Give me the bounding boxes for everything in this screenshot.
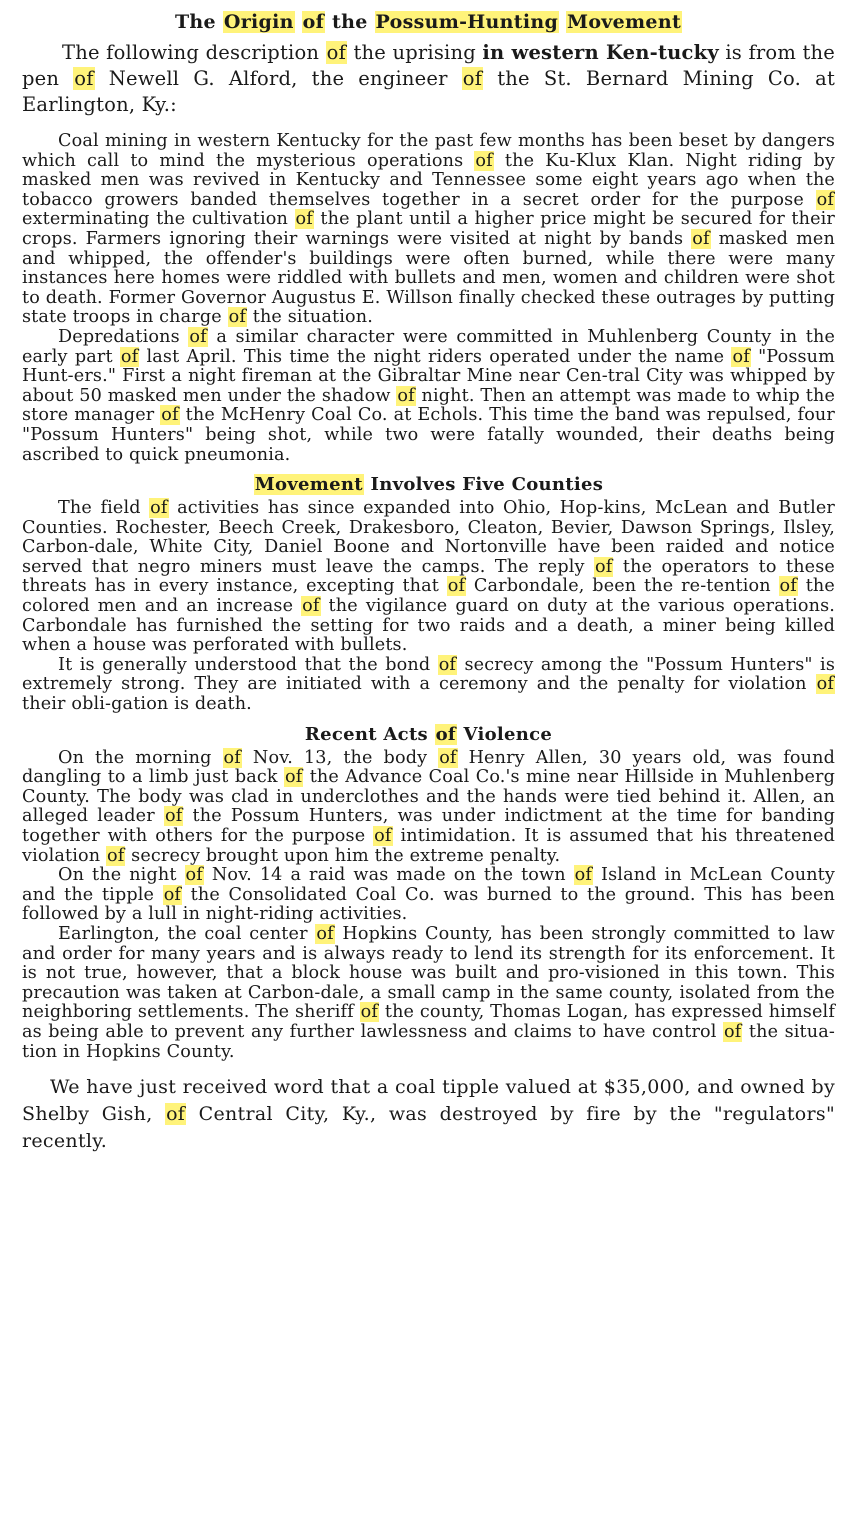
highlighted-word: of bbox=[692, 228, 710, 249]
highlighted-word: of bbox=[185, 865, 203, 886]
highlighted-word: of bbox=[228, 307, 246, 328]
highlighted-word: of bbox=[360, 1002, 379, 1023]
highlighted-word: of bbox=[295, 209, 313, 230]
highlighted-word: Origin bbox=[223, 11, 294, 33]
highlighted-word: of bbox=[302, 11, 325, 33]
paragraph-depredations: Depredations of a similar character were committed in Muhlenberg County in the early part of last April. This time the night riders operated under the name of "Possum Hunt-ers." First a night fireman at the Gibraltar Mine near Cen-tral City was whipped by about 50 masked men under the shadow of night. Then an attempt was made to whip the store manager of the McHenry Coal Co. at Echols. This time the band was repulsed, four "Possum Hunters" being shot, while two were fatally wounded, their deaths being ascribed to quick pneumonia. bbox=[22, 326, 836, 465]
highlighted-word: of bbox=[779, 576, 797, 597]
highlighted-word: of bbox=[595, 556, 613, 577]
highlighted-word: of bbox=[816, 674, 834, 695]
section-recent-violence bbox=[22, 723, 835, 1063]
highlighted-word: of bbox=[574, 865, 593, 886]
highlighted-word: of bbox=[316, 923, 334, 944]
highlighted-word: of bbox=[816, 189, 834, 210]
highlighted-word: of bbox=[374, 826, 392, 846]
highlighted-word: of bbox=[302, 596, 320, 617]
highlighted-word: Movement bbox=[567, 11, 682, 33]
highlighted-word: of bbox=[161, 405, 179, 426]
highlighted-word: Movement bbox=[254, 474, 363, 496]
closing-paragraph: We have just received word that a coal tipple valued at $35,000, and owned by Shelby Gish, of Central City, Ky., was destroyed by fire by the "regulators" recently. bbox=[22, 1076, 836, 1153]
highlighted-word: of bbox=[166, 1103, 186, 1126]
highlighted-word: of bbox=[732, 346, 750, 367]
paragraph-henry-allen: On the morning of Nov. 13, the body of Henry Allen, 30 years old, was found dangling to a limb just back of the Advance Coal Co.'s mine near Hillside in Muhlenberg County. The body was clad in underclothes and the hands were tied behind it. Allen, an alleged leader of the Possum Hunters, was under indictment at the time for banding together with others for the purpose of intimidation. It is assumed that his threatened violation of secrecy brought upon him the extreme penalty. bbox=[22, 747, 836, 866]
highlighted-word: of bbox=[397, 385, 415, 406]
paragraph-island-raid: On the night of Nov. 14 a raid was made on the town of Island in McLean County and the tipple of the Consolidated Coal Co. was burned to the ground. This has been followed by a lull in night-riding activities. bbox=[22, 865, 836, 925]
section-intro-account bbox=[22, 132, 835, 465]
article-headline: The Origin of the Possum-Hunting Movement bbox=[174, 11, 682, 33]
highlighted-word: of bbox=[326, 41, 346, 64]
highlighted-word: of bbox=[189, 326, 207, 347]
highlighted-word: of bbox=[150, 498, 168, 519]
highlighted-word: of bbox=[724, 1021, 742, 1042]
paragraph-earlington: Earlington, the coal center of Hopkins County, has been strongly committed to law and order for many years and is always ready to lend its strength for its enforcement. It is not true, however, that a block house was built and pro-visioned in this town. This precaution was taken at Carbon-dale, a small camp in the same county, isolated from the neighboring settlements. The sheriff of the county, Thomas Logan, has expressed himself as being able to prevent any further lawlessness and claims to have control of the situa-tion in Hopkins County. bbox=[22, 923, 835, 1062]
highlighted-word: Possum-Hunting bbox=[375, 11, 559, 33]
highlighted-word: of bbox=[447, 576, 466, 597]
bold-text: in western Ken-tucky bbox=[482, 41, 719, 64]
paragraph-bond-of-secrecy: It is generally understood that the bond of secrecy among the "Possum Hunters" is extremely strong. They are initiated with a ceremony and the penalty for violation of their obli-gation is death. bbox=[22, 654, 835, 715]
highlighted-word: of bbox=[120, 346, 139, 367]
section-five-counties bbox=[22, 473, 835, 715]
paragraph-night-riding: Coal mining in western Kentucky for the past few months has been beset by dangers which call to mind the mysterious operations of the Ku-Klux Klan. Night riding by masked men was revived in Kentucky and Tennessee some eight years ago when the tobacco growers banded themselves together in a secret order for the purpose of exterminating the cultivation of the plant until a higher price might be secured for their crops. Farmers ignoring their warnings were visited at night by bands of masked men and whipped, the offender's buildings were often burned, while there were many instances here homes were riddled with bullets and men, women and children were shot to death. Former Governor Augustus E. Willson finally checked these outrages by putting state troops in charge of the situation. bbox=[22, 131, 835, 328]
highlighted-word: of bbox=[223, 747, 241, 768]
highlighted-word: of bbox=[107, 845, 125, 866]
highlighted-word: of bbox=[74, 67, 94, 90]
highlighted-word: of bbox=[435, 723, 456, 745]
highlighted-word: of bbox=[438, 654, 457, 675]
highlighted-word: of bbox=[475, 150, 493, 171]
highlighted-word: of bbox=[285, 767, 303, 788]
highlighted-word: of bbox=[439, 747, 457, 768]
highlighted-word: of bbox=[164, 806, 183, 827]
intro-paragraph: The following description of the uprising in western Ken-tucky is from the pen of Newell G. Alford, the engineer of the St. Bernard Mining Co. at Earlington, Ky.: bbox=[22, 41, 836, 116]
section-heading-five-counties: Movement Involves Five Counties bbox=[254, 474, 604, 496]
section-heading-recent-violence: Recent Acts of Violence bbox=[304, 723, 553, 745]
highlighted-word: of bbox=[163, 884, 182, 905]
highlighted-word: of bbox=[462, 67, 483, 90]
paragraph-field-of-activities: The field of activities has since expanded into Ohio, Hop-kins, McLean and Butler Counties. Rochester, Beech Creek, Drakesboro, Cleaton, Bevier, Dawson Springs, Ilsley, Carbon-dale, White City, Daniel Boone and Nortonville have been raided and notice served that negro miners must leave the camps. The reply of the operators to these threats has in every instance, excepting that of Carbondale, been the re-tention of the colored men and an increase of the vigilance guard on duty at the various operations. Carbondale has furnished the setting for two raids and a death, a miner being killed when a house was perforated with bullets. bbox=[22, 498, 835, 656]
